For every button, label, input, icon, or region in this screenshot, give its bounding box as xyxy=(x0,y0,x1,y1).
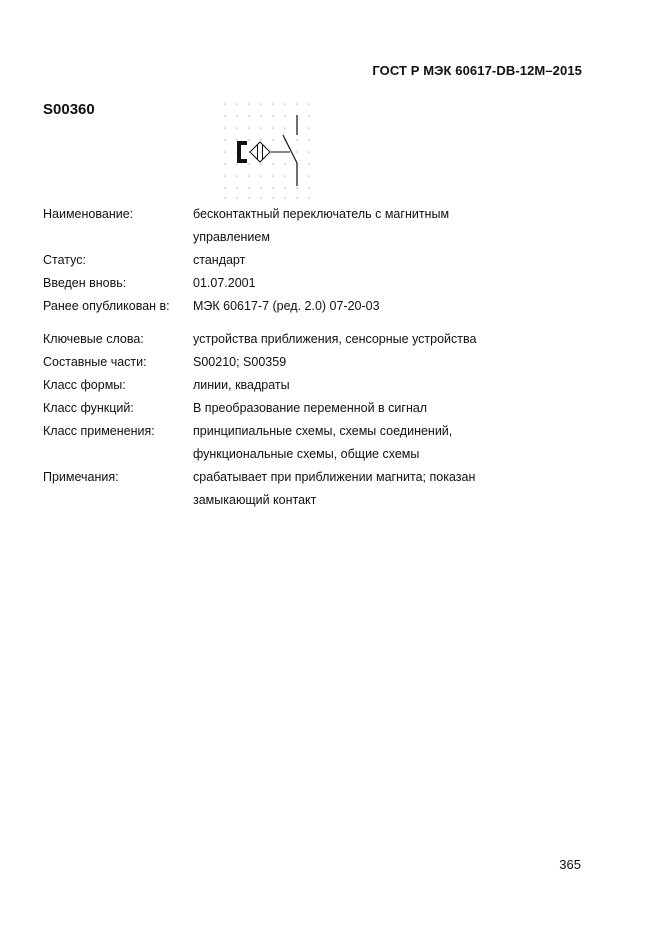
field-label: Класс функций: xyxy=(43,401,134,415)
field-label: Ключевые слова: xyxy=(43,332,144,346)
field-label: Статус: xyxy=(43,253,86,267)
field-value-line: бесконтактный переключатель с магнитным xyxy=(193,207,450,221)
field-value-line: функциональные схемы, общие схемы xyxy=(193,447,420,461)
field-label: Класс формы: xyxy=(43,378,126,392)
proximity-switch-magnetic-icon xyxy=(220,98,316,202)
field-value: S00210; S00359 xyxy=(193,355,287,369)
field-label: Класс применения: xyxy=(43,424,155,438)
field-function-class xyxy=(43,397,563,420)
field-status xyxy=(43,249,563,272)
field-name xyxy=(43,203,563,249)
field-value xyxy=(193,420,563,466)
field-value-line: срабатывает при приближении магнита; показан xyxy=(193,470,476,484)
field-keywords xyxy=(43,328,563,351)
field-value: стандарт xyxy=(193,253,246,267)
field-value-line: принципиальные схемы, схемы соединений, xyxy=(193,424,453,438)
field-introduced xyxy=(43,272,563,295)
field-value: 01.07.2001 xyxy=(193,276,256,290)
field-value xyxy=(193,466,563,512)
symbol-attributes xyxy=(43,203,563,512)
field-value-line: замыкающий контакт xyxy=(193,493,317,507)
field-label: Наименование: xyxy=(43,207,134,221)
field-notes xyxy=(43,466,563,512)
field-value: МЭК 60617-7 (ред. 2.0) 07-20-03 xyxy=(193,299,380,313)
field-components xyxy=(43,351,563,374)
section-gap xyxy=(43,318,563,328)
field-value-line: управлением xyxy=(193,230,270,244)
field-application-class xyxy=(43,420,563,466)
page-number: 365 xyxy=(559,857,581,872)
symbol-code: S00360 xyxy=(43,101,95,118)
standard-title: ГОСТ Р МЭК 60617-DB-12M–2015 xyxy=(372,63,582,78)
field-value xyxy=(193,203,563,249)
field-label: Примечания: xyxy=(43,470,119,484)
field-label: Ранее опубликован в: xyxy=(43,299,170,313)
field-label: Введен вновь: xyxy=(43,276,127,290)
field-shape-class xyxy=(43,374,563,397)
field-previously-published xyxy=(43,295,563,318)
field-value: линии, квадраты xyxy=(193,378,290,392)
field-value: устройства приближения, сенсорные устройства xyxy=(193,332,477,346)
field-label: Составные части: xyxy=(43,355,147,369)
field-value: В преобразование переменной в сигнал xyxy=(193,401,428,415)
